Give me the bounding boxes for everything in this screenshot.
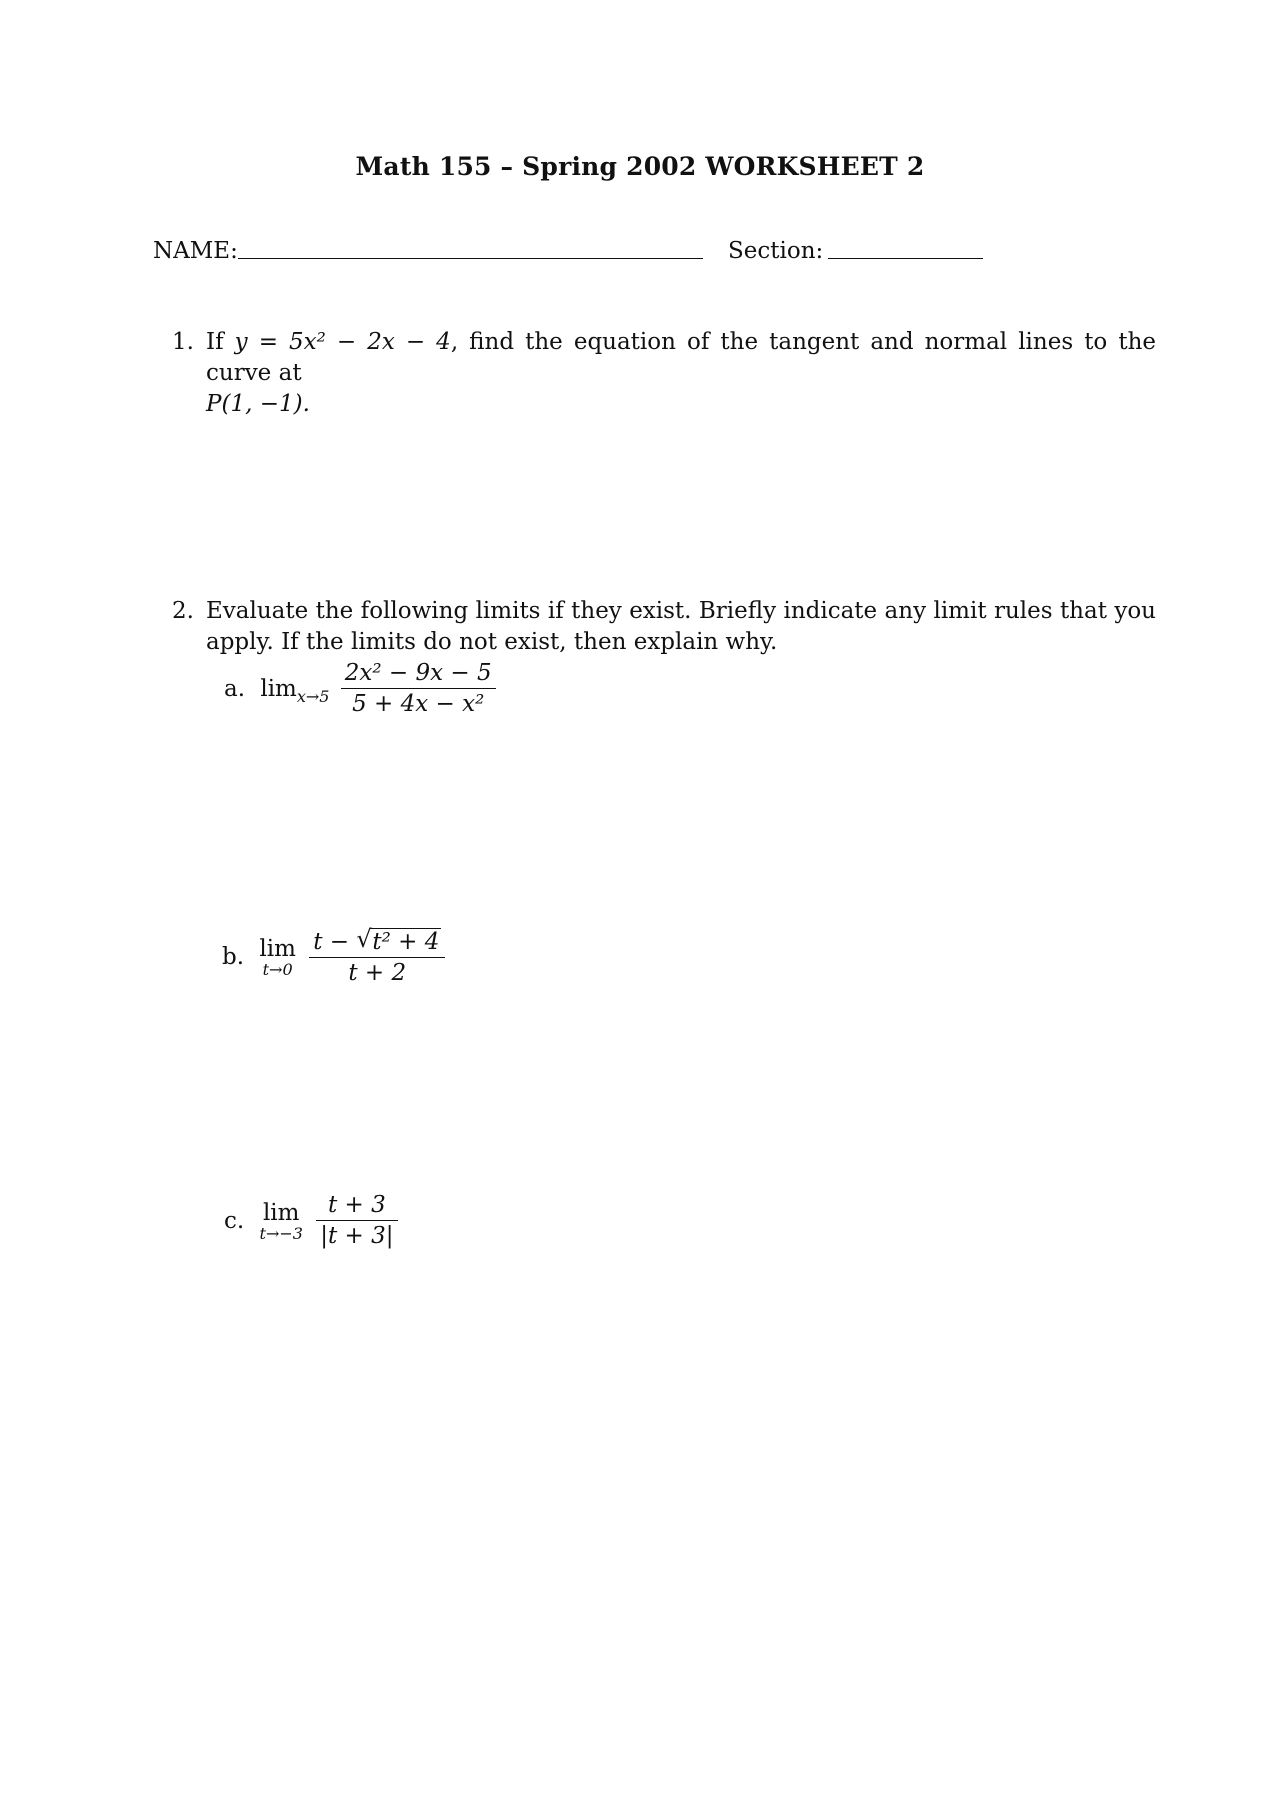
radical-sign-icon: √: [356, 925, 372, 953]
limit-fraction: [316, 1192, 397, 1249]
worksheet-title: Math 155 – Spring 2002 WORKSHEET 2: [355, 152, 925, 181]
problem-1-text-before: If: [206, 329, 235, 355]
problem-1-equation: y = 5x² − 2x − 4: [234, 329, 451, 355]
numerator-lead: t −: [313, 929, 357, 955]
limit-word: lim: [262, 1199, 300, 1226]
square-root: [356, 925, 441, 955]
part-label: b.: [222, 944, 245, 970]
name-label: NAME:: [153, 238, 238, 264]
limit-subscript: t→−3: [259, 1223, 303, 1243]
part-b: [222, 925, 445, 986]
fraction-numerator: 2x² − 9x − 5: [344, 660, 492, 686]
limit-operator: [260, 675, 330, 706]
problem-number: 2.: [172, 598, 194, 624]
limit-word: lim: [260, 675, 297, 702]
fraction-numerator: t + 3: [328, 1192, 386, 1218]
problem-number: 1.: [172, 329, 194, 355]
limit-subscript: t→0: [262, 960, 293, 979]
name-line[interactable]: [238, 258, 703, 259]
part-label: c.: [224, 1207, 245, 1234]
section-line[interactable]: [828, 258, 983, 259]
problem-2-text: Evaluate the following limits if they exist. Briefly indicate any limit rules that you apply. If the limits do not exist, then explain why.: [206, 598, 1156, 655]
limit-fraction: [341, 660, 496, 717]
fraction-denominator: 5 + 4x − x²: [352, 691, 485, 717]
part-label: a.: [224, 675, 246, 702]
fraction-denominator: |t + 3|: [320, 1223, 394, 1249]
limit-word: lim: [259, 936, 296, 962]
limit-subscript: x→5: [296, 686, 330, 706]
problem-1-text-after: , find the equation of the tangent and normal lines to the curve at: [206, 329, 1156, 386]
fraction-numerator: [309, 925, 445, 957]
problem-2: [172, 596, 1156, 666]
limit-operator: [259, 936, 296, 978]
part-a: [224, 660, 496, 717]
radicand: t² + 4: [372, 929, 440, 955]
fraction-denominator: t + 2: [348, 960, 407, 986]
problem-1-text: [206, 327, 1156, 420]
section-label: Section:: [728, 238, 824, 264]
problem-1-point: P(1, −1).: [206, 391, 310, 417]
problem-1: [172, 327, 1156, 417]
part-c: [224, 1192, 398, 1249]
limit-operator: [260, 1200, 303, 1242]
limit-fraction: [309, 925, 445, 986]
